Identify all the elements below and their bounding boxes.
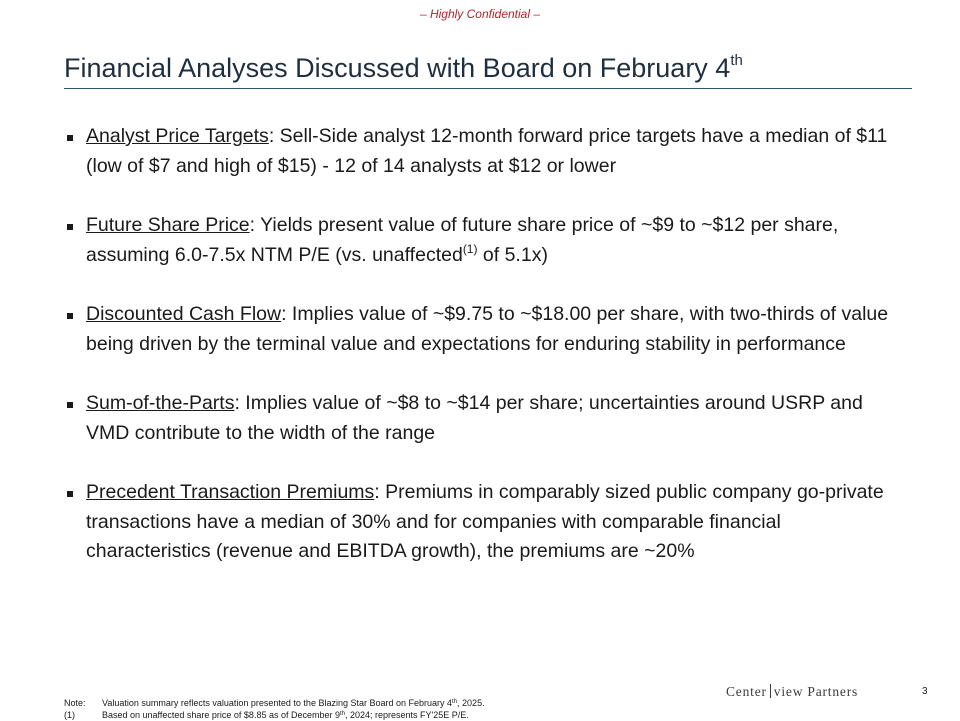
bullet-text: : Implies value of ~$8 to ~$14 per share; uncertainties around USRP and VMD contribute to the width of the range [86, 392, 863, 444]
footnote-text-main: Based on unaffected share price of $8.85 as of December 9 [102, 710, 340, 720]
footnote-superscript: th [452, 699, 458, 705]
bullet-heading: Future Share Price [86, 214, 250, 236]
footnote-label: (1) [64, 710, 75, 720]
bullet-precedent-transaction-premiums [64, 478, 894, 567]
centerview-logo [726, 684, 858, 700]
square-bullet-icon [67, 313, 73, 319]
square-bullet-icon [67, 402, 73, 408]
page-title [64, 52, 743, 84]
footnote-text-after: , 2025. [457, 698, 485, 708]
page-title-text: Financial Analyses Discussed with Board on February 4 [64, 53, 731, 83]
bullet-heading: Analyst Price Targets [86, 125, 269, 147]
square-bullet-icon [67, 491, 73, 497]
footnote-text [102, 697, 485, 709]
bullet-analyst-price-targets [64, 122, 894, 181]
square-bullet-icon [67, 224, 73, 230]
bullet-text: : Sell-Side analyst 12-month forward price targets have a median of $11 (low of $7 and high of $15) - 12 of 14 analysts at $12 or lower [86, 125, 888, 177]
logo-divider [770, 684, 771, 698]
square-bullet-icon [67, 135, 73, 141]
bullet-text: : Yields present value of future share price of ~$9 to ~$12 per share, assuming 6.0-7.5x NTM P/E (vs. unaffected [86, 214, 839, 266]
bullet-heading: Sum-of-the-Parts [86, 392, 235, 414]
bullet-sum-of-the-parts [64, 389, 894, 448]
footnote-row [64, 697, 485, 709]
bullet-text: : Implies value of ~$9.75 to ~$18.00 per share, with two-thirds of value being driven by the terminal value and expectations for enduring stability in performance [86, 303, 889, 355]
page-number: 3 [922, 686, 928, 697]
footnote-text-after: , 2024; represents FY'25E P/E. [345, 710, 469, 720]
bullet-heading: Precedent Transaction Premiums [86, 481, 375, 503]
confidential-banner: – Highly Confidential – [419, 7, 541, 21]
bullet-text-after: of 5.1x) [477, 243, 548, 266]
footnote-superscript: th [340, 711, 346, 717]
footnote-row [64, 709, 485, 721]
bullet-list [64, 122, 894, 597]
footnotes [64, 697, 485, 721]
logo-text-left: Center [726, 684, 767, 699]
title-divider [64, 88, 912, 89]
footnote-label: Note: [64, 698, 86, 708]
bullet-text: : Premiums in comparably sized public company go-private transactions have a median of 30% and for companies with comparable financial characteristics (revenue and EBITDA growth), the premiums are ~20% [86, 481, 884, 562]
bullet-discounted-cash-flow [64, 300, 894, 359]
logo-text-right: view Partners [773, 684, 859, 699]
footnote-ref: (1) [462, 241, 478, 256]
footnote-text [102, 709, 469, 721]
page-title-superscript: th [730, 52, 743, 69]
footnote-text-main: Valuation summary reflects valuation presented to the Blazing Star Board on February 4 [102, 698, 453, 708]
bullet-future-share-price [64, 211, 894, 270]
bullet-heading: Discounted Cash Flow [86, 303, 282, 325]
